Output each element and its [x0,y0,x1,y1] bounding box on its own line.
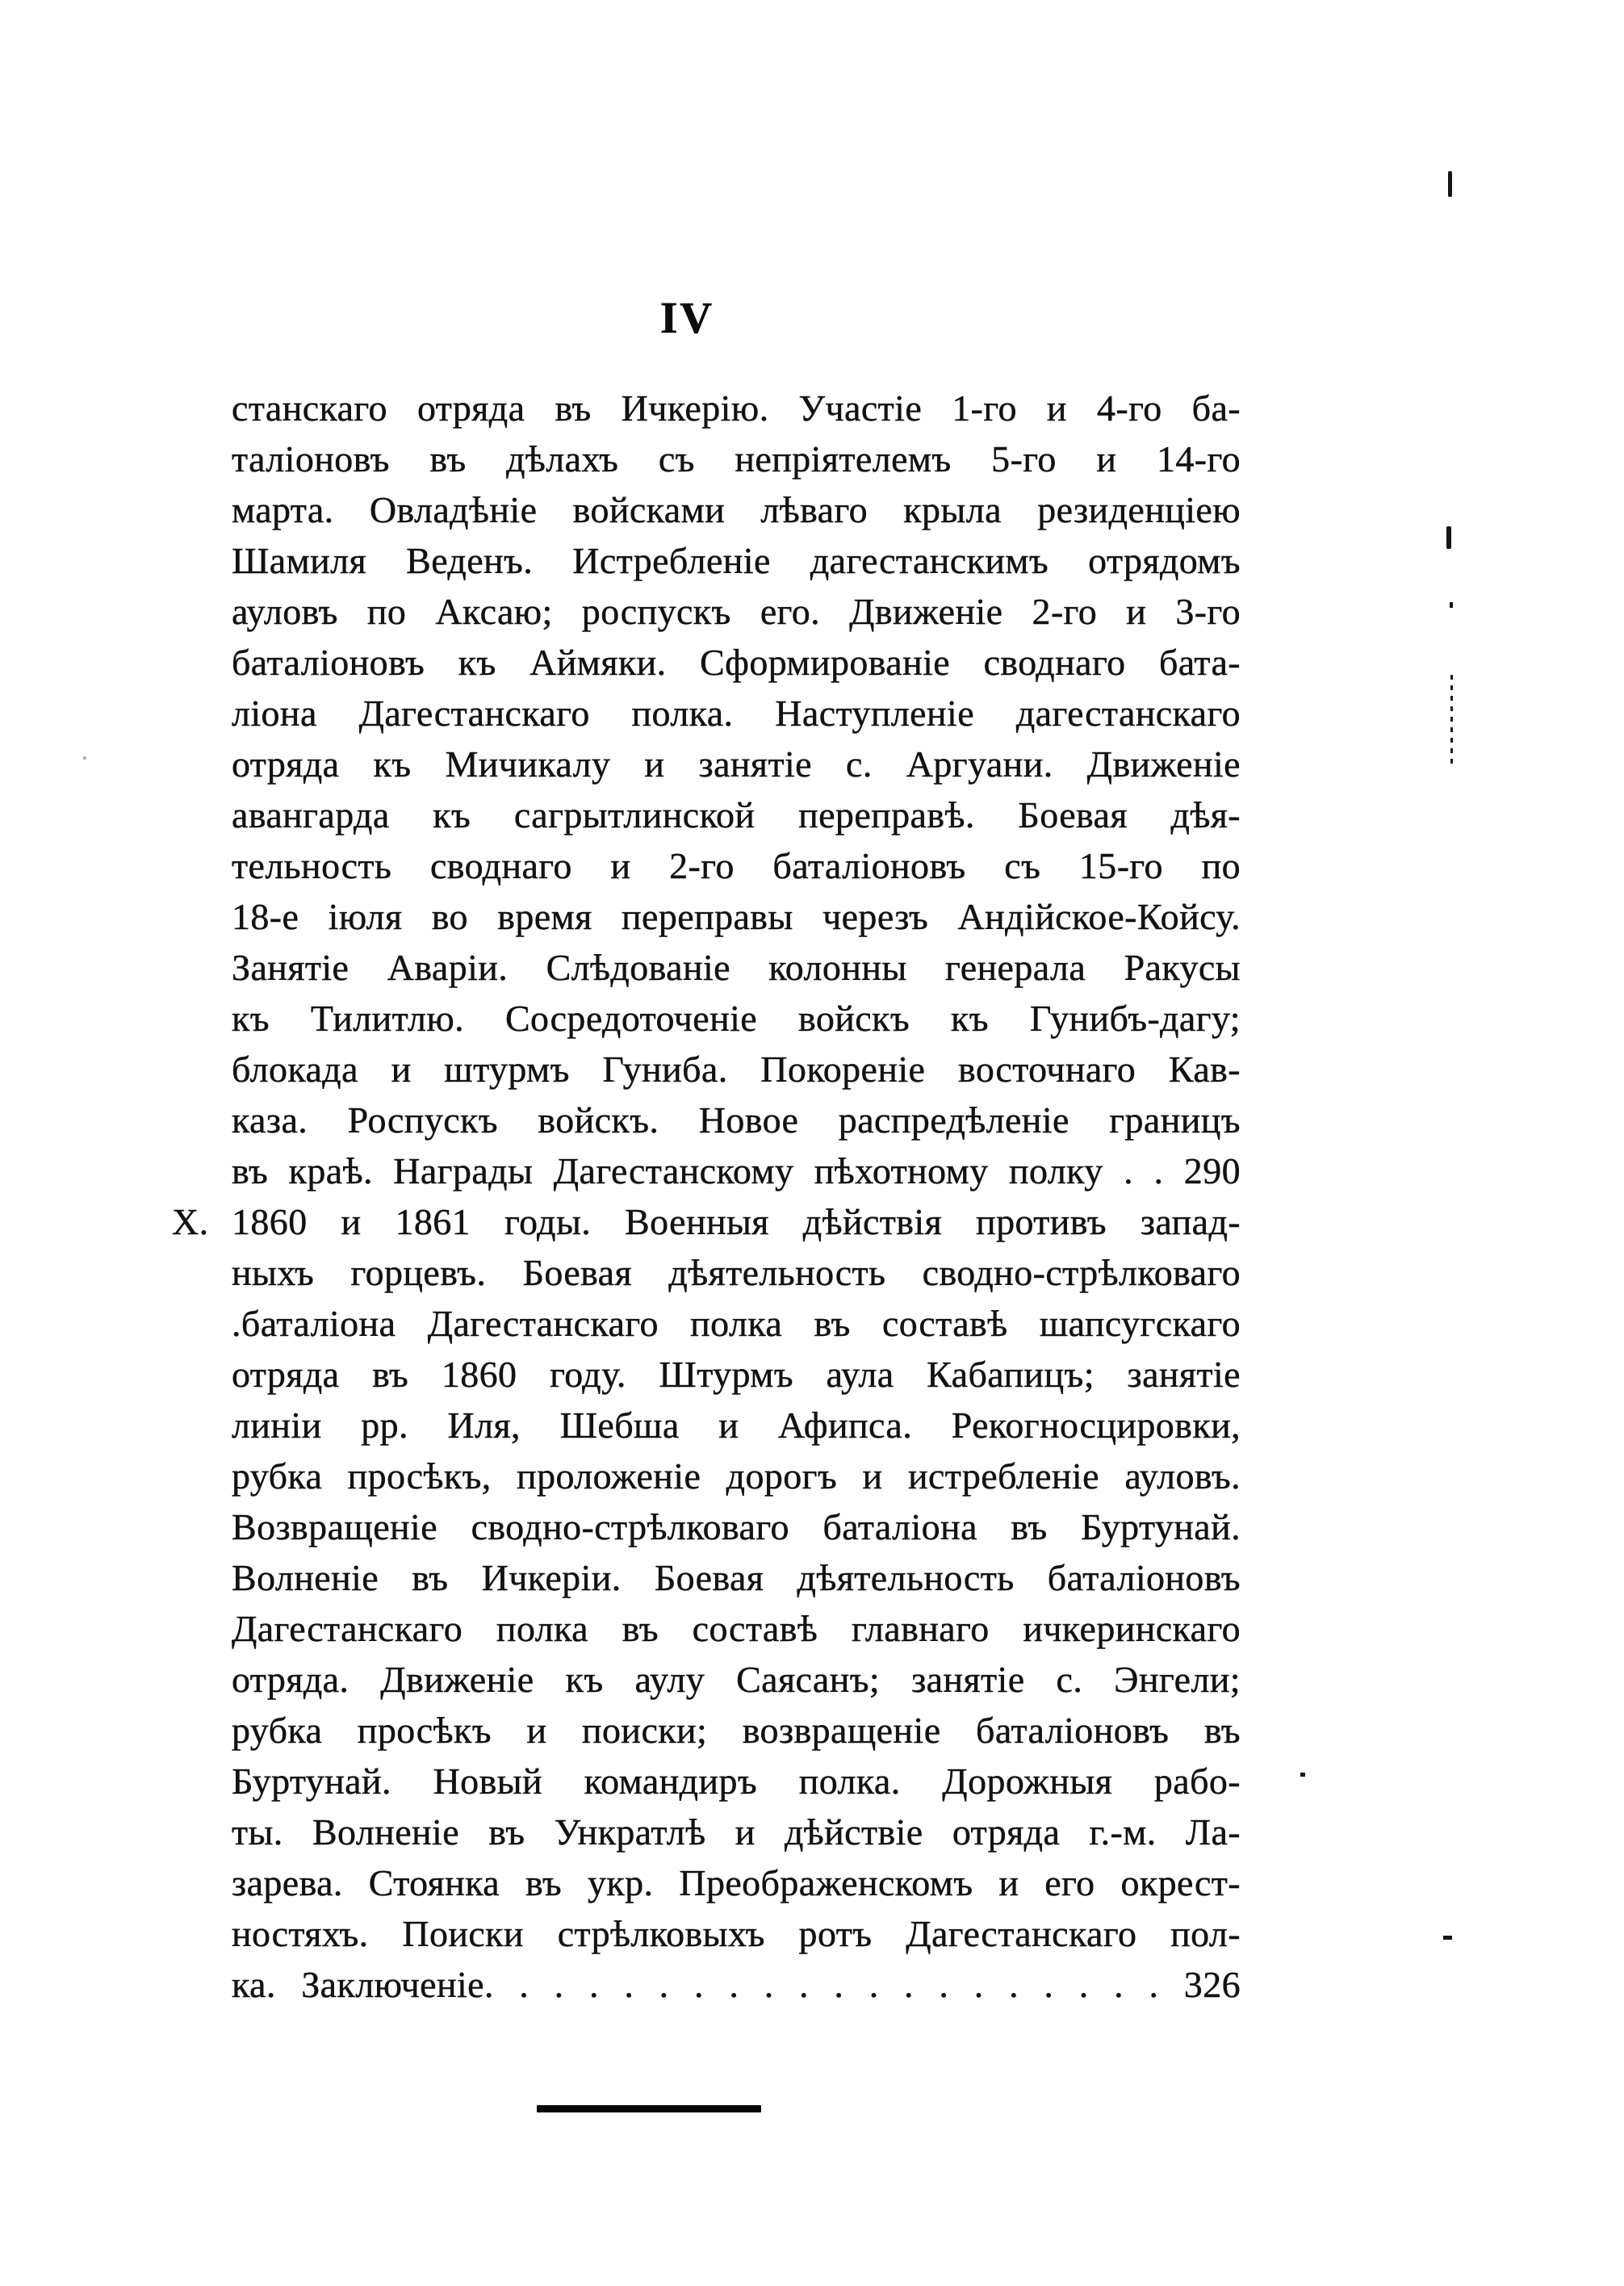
toc-line: Дагестанскаго полка въ составѣ главнаго ичкеринскаго [232,1608,1241,1649]
toc-line: ауловъ по Аксаю; роспускъ его. Движеніе 2-го и 3-го [232,591,1241,632]
toc-line: Возвращеніе сводно-стрѣлковаго баталіона въ Буртунай. [232,1506,1241,1547]
toc-line: станскаго отряда въ Ичкерію. Участіе 1-го и 4-го ба- [232,387,1241,429]
toc-line: Шамиля Веденъ. Истребленіе дагестанскимъ отрядомъ [232,540,1241,581]
toc-line: къ Тилитлю. Сосредоточеніе войскъ къ Гунибъ-дагу; [232,998,1241,1039]
ink-artifact-dashed-line [1450,675,1453,768]
toc-line: Волненіе въ Ичкеріи. Боевая дѣятельность баталіоновъ [232,1557,1241,1598]
toc-line: рубка просѣкъ и поиски; возвращеніе баталіоновъ въ [232,1710,1241,1751]
toc-line: марта. Овладѣніе войсками лѣваго крыла резиденціею [232,489,1241,530]
toc-line: ностяхъ. Поиски стрѣлковыхъ ротъ Дагестанскаго пол- [232,1913,1241,1954]
toc-line: Занятіе Аваріи. Слѣдованіе колонны генерала Ракусы [232,947,1241,988]
toc-line: авангарда къ сагрытлинской переправѣ. Боевая дѣя- [232,794,1241,835]
toc-line: отряда. Движеніе къ аулу Саясанъ; занятіе с. Энгели; [232,1659,1241,1700]
toc-line: въ краѣ. Награды Дагестанскому пѣхотному полку . . 290 [232,1150,1241,1191]
section-divider-rule [537,2105,761,2112]
toc-line: отряда къ Мичикалу и занятіе с. Аргуани. Движеніе [232,743,1241,785]
toc-line: ліона Дагестанскаго полка. Наступленіе дагестанскаго [232,693,1241,734]
toc-line: зарева. Стоянка въ укр. Преображенскомъ и его окрест- [232,1862,1241,1903]
toc-line: ка. Заключеніе. . . . . . . . . . . . . . . . . . . . 326 [232,1964,1241,2005]
toc-line: линіи рр. Иля, Шебша и Афипса. Рекогносцировки, [232,1405,1241,1446]
page-number-roman: IV [660,293,715,342]
toc-lines [172,383,1241,2010]
toc-line: .баталіона Дагестанскаго полка въ составѣ шапсугскаго [232,1303,1241,1344]
toc-line: отряда въ 1860 году. Штурмъ аула Кабапицъ; занятіе [232,1354,1241,1395]
toc-line: 1860 и 1861 годы. Военныя дѣйствія противъ запад- X. [232,1196,1241,1247]
toc-line: таліоновъ въ дѣлахъ съ непріятелемъ 5-го и 14-го [232,438,1241,479]
toc-line: каза. Роспускъ войскъ. Новое распредѣленіе границъ [232,1099,1241,1141]
toc-line: Буртунай. Новый командиръ полка. Дорожныя рабо- [232,1761,1241,1802]
ink-artifact-speck [83,756,86,760]
toc-line: ты. Волненіе въ Ункратлѣ и дѣйствіе отряда г.-м. Ла- [232,1811,1241,1853]
ink-artifact-dot [1450,602,1453,608]
toc-line: 18-е іюля во время переправы черезъ Андійское-Койсу. [232,896,1241,937]
toc-line: ныхъ горцевъ. Боевая дѣятельность сводно-стрѣлковаго [232,1252,1241,1293]
ink-artifact-dash [1443,1936,1452,1940]
toc-line: блокада и штурмъ Гуниба. Покореніе восточнаго Кав- [232,1049,1241,1090]
ink-artifact-dash [1446,526,1451,549]
ink-artifact-tick [1448,171,1452,197]
toc-line: баталіоновъ къ Аймяки. Сформированіе своднаго бата- [232,642,1241,683]
ink-artifact-dot [1300,1773,1305,1777]
chapter-numeral: X. [172,1201,209,1242]
toc-line: рубка просѣкъ, проложеніе дорогъ и истребленіе ауловъ. [232,1455,1241,1497]
toc-line: тельность своднаго и 2-го баталіоновъ съ 15-го по [232,845,1241,886]
